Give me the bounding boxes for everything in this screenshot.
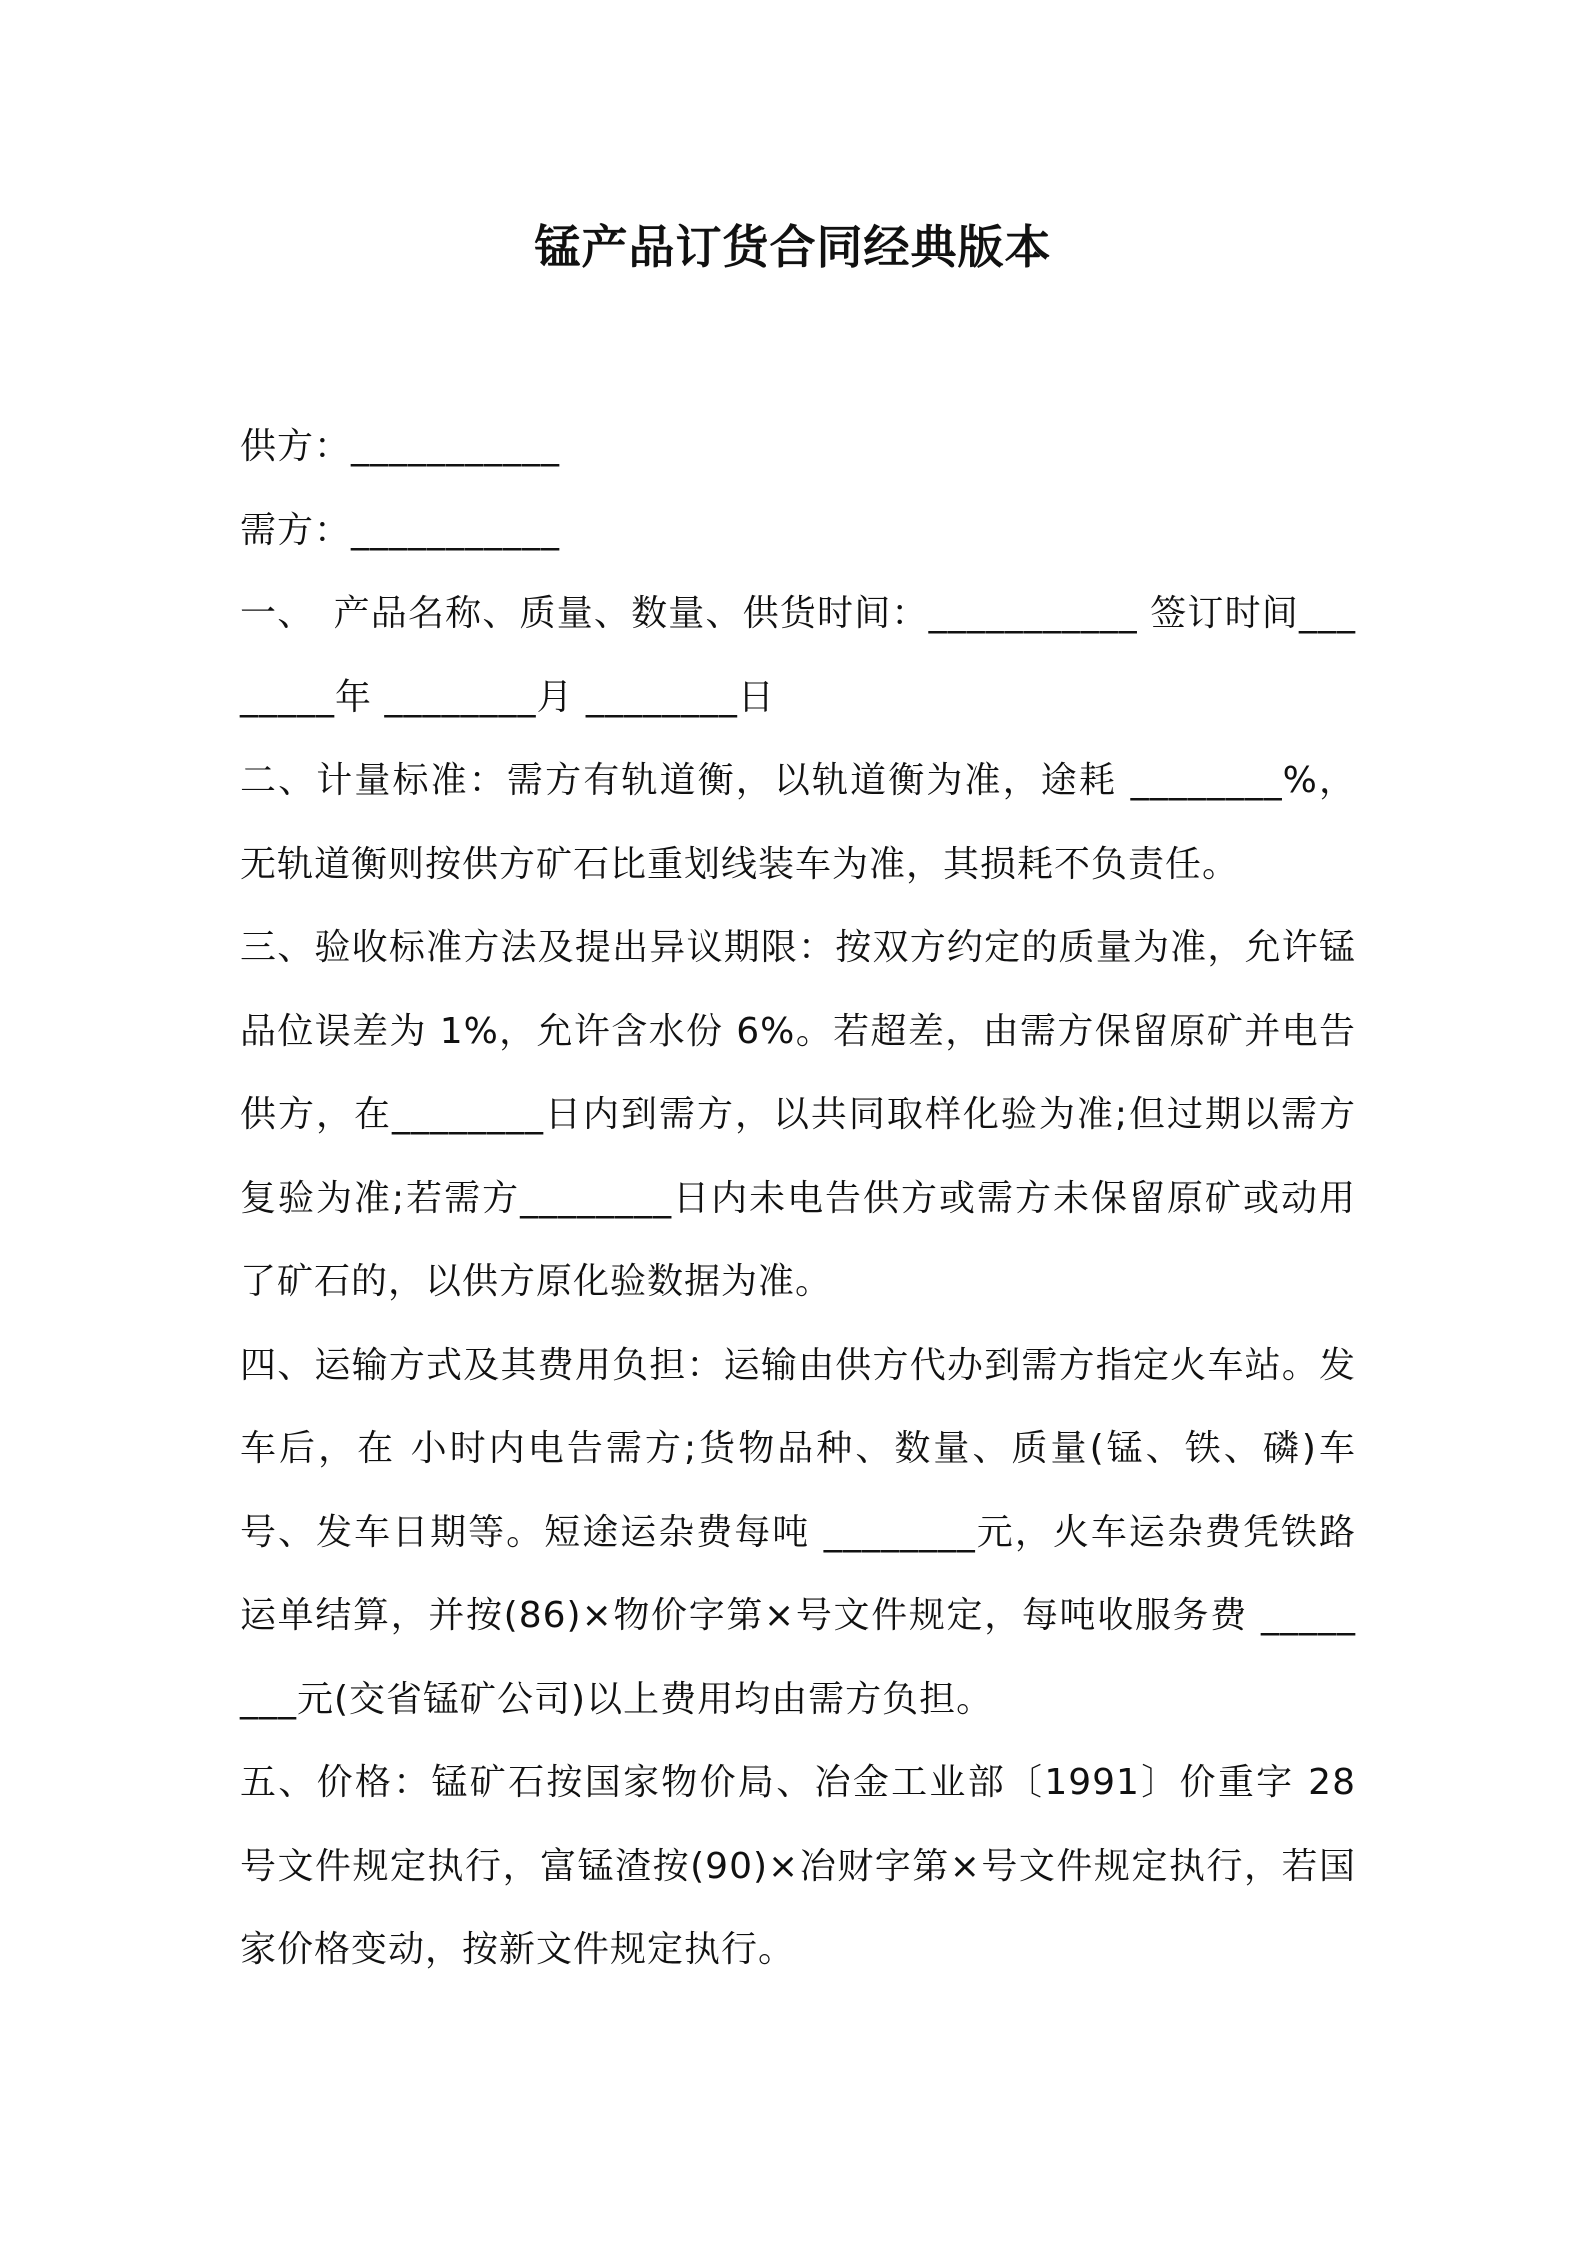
buyer-line: 需方：___________: [240, 509, 561, 551]
supplier-line: 供方：___________: [240, 426, 561, 467]
clause-5-price: 五、价格：锰矿石按国家物价局、冶金工业部〔1991〕价重字 28 号文件规定执行，富锰渣按(90)×冶财字第×号文件规定执行，若国家价格变动，按新文件规定执行。: [240, 1762, 1356, 1970]
document-body: [240, 405, 1356, 1992]
document-title: 锰产品订货合同经典版本: [534, 220, 1052, 274]
clause-2-measurement: 二、计量标准：需方有轨道衡，以轨道衡为准，途耗 ________%，无轨道衡则按供方矿石比重划线装车为准，其损耗不负责任。: [240, 760, 1356, 885]
clause-1-product: 一、 产品名称、质量、数量、供货时间：___________ 签订时间________年 ________月 ________日: [240, 593, 1356, 718]
clause-4-transport: 四、运输方式及其费用负担：运输由供方代办到需方指定火车站。发车后，在 小时内电告需方;货物品种、数量、质量(锰、铁、磷)车号、发车日期等。短途运杂费每吨 ________元，火车运杂费凭铁路运单结算，并按(86)×物价字第×号文件规定，每吨收服务费 ________元(交省锰矿公司)以上费用均由需方负担。: [240, 1344, 1356, 1720]
clause-3-acceptance: 三、验收标准方法及提出异议期限：按双方约定的质量为准，允许锰品位误差为 1%，允许含水份 6%。若超差，由需方保留原矿并电告供方，在________日内到需方，以共同取样化验为准;但过期以需方复验为准;若需方________日内未电告供方或需方未保留原矿或动用了矿石的，以供方原化验数据为准。: [240, 927, 1356, 1302]
